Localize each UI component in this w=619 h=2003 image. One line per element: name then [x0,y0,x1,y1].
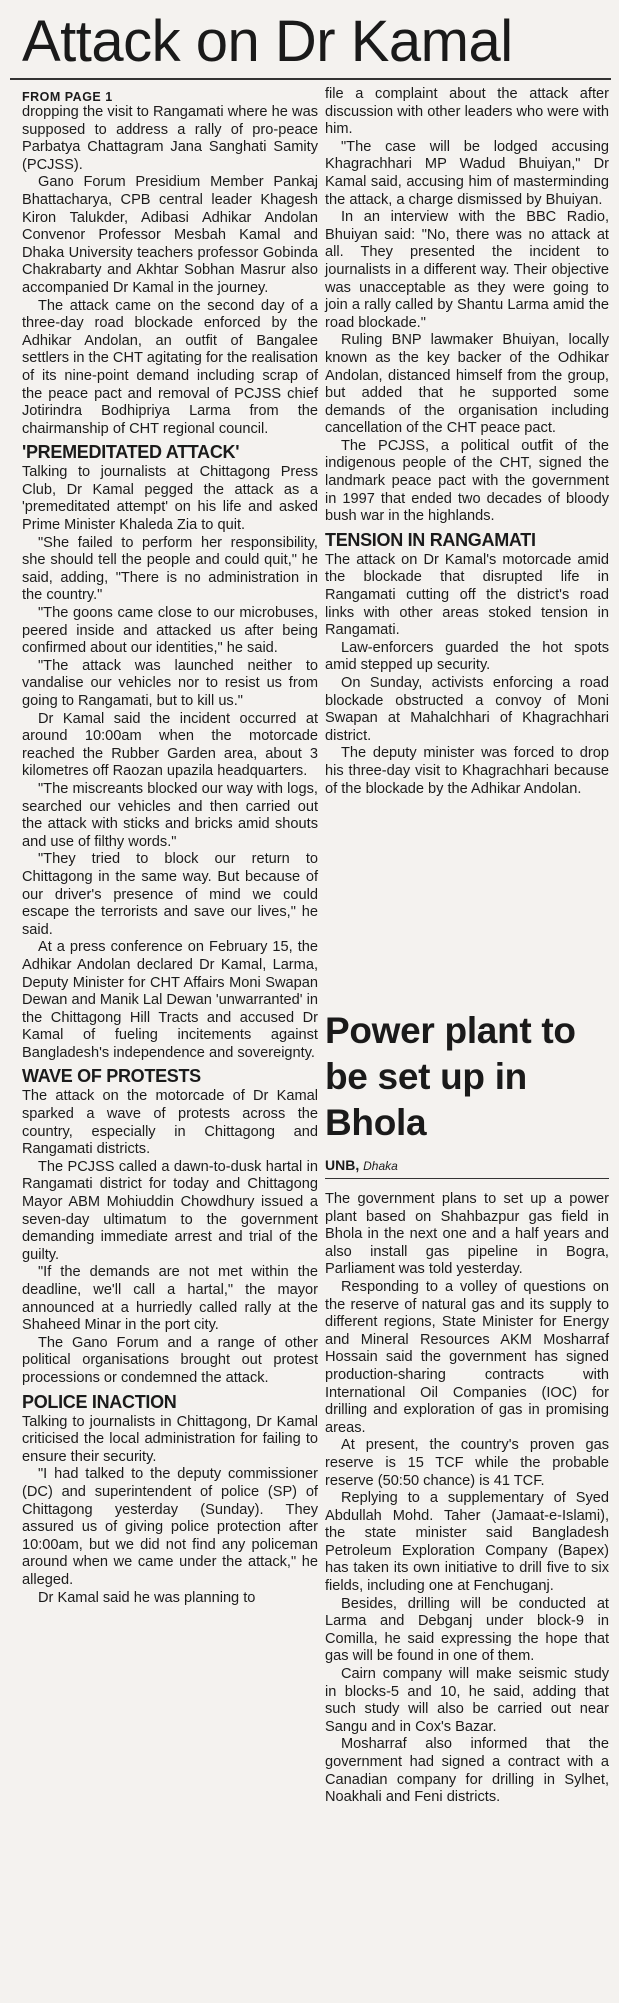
paragraph: "The goons came close to our microbuses, peered inside and attacked us after being confirmed about our identities," he said. [22,605,318,657]
paragraph: The PCJSS called a dawn-to-dusk hartal in Rangamati district for today and Chittagong Mayor ABM Mohiuddin Chowdhury issued a seven-day ultimatum to the government demanding immediate arrest and trial of the guilty. [22,1158,318,1263]
paragraph: dropping the visit to Rangamati where he was supposed to address a rally of pro-peace Parbatya Chattagram Jana Sanghati Samity (PCJSS). [22,104,318,173]
second-story [325,1008,609,1807]
paragraph: "If the demands are not met within the deadline, we'll call a hartal," the mayor announced at a hurriedly called rally at the Shaheed Minar in the port city. [22,1264,318,1334]
paragraph: On Sunday, activists enforcing a road blockade obstructed a convoy of Moni Swapan at Mahalchhari of Khagrachhari district. [325,675,609,744]
story2-body [325,1191,609,1807]
paragraph: Besides, drilling will be conducted at Larma and Debganj under block-9 in Comilla, he said expressing the hope that gas will be found in one of them. [325,1595,609,1665]
paragraph: Cairn company will make seismic study in blocks-5 and 10, he said, adding that such study will also be carried out near Sangu and in Cox's Bazar. [325,1666,609,1735]
paragraph: The government plans to set up a power plant based on Shahbazpur gas field in Bhola in the next one and a half years and also install gas pipeline in Bogra, Parliament was told yesterday. [325,1191,609,1278]
paragraph: In an interview with the BBC Radio, Bhuiyan said: "No, there was no attack at all. They presented the incident to journalists in a different way. Their objective was unacceptable as they were going to join a rally called by Shantu Larma amid the road blockade." [325,209,609,331]
paragraph: Dr Kamal said the incident occurred at around 10:00am when the motorcade reached the Rubber Garden area, about 3 kilometres off Raozan upazila headquarters. [22,710,318,780]
paragraph: Dr Kamal said he was planning to [38,1589,256,1606]
paragraph: The attack came on the second day of a three-day road blockade enforced by the Adhikar Andolan, an outfit of Bangalee settlers in the CHT agitating for the realisation of its nine-point demand including scrap of the peace pact and removal of PCJSS chief Jotirindra Bodhipriya Larma from the chairmanship of CHT regional council. [22,297,318,437]
paragraph: The PCJSS, a political outfit of the indigenous people of the CHT, signed the landmark peace pact with the government in 1997 that ended two decades of bloody bush war in the highlands. [325,437,609,525]
paragraph: Talking to journalists at Chittagong Press Club, Dr Kamal pegged the attack as a 'premeditated attempt' on his life and asked Prime Minister Khaleda Zia to quit. [22,464,318,534]
paragraph: Talking to journalists in Chittagong, Dr Kamal criticised the local administration for failing to ensure their security. [22,1413,318,1465]
paragraph: Mosharraf also informed that the government had signed a contract with a Canadian company for drilling in Sylhet, Noakhali and Feni districts. [325,1736,609,1806]
paragraph: "The case will be lodged accusing Khagrachhari MP Wadud Bhuiyan," Dr Kamal said, accusing him of masterminding the attack, a charge dismissed by Bhuiyan. [325,138,609,208]
paragraph: The attack on Dr Kamal's motorcade amid the blockade that disrupted life in Rangamati cutting off the district's road links with other areas stoked tension in Rangamati. [325,551,609,639]
paragraph: At present, the country's proven gas reserve is 15 TCF while the probable reserve (50:50 chance) is 41 TCF. [325,1437,609,1489]
section-subhead: WAVE OF PROTESTS [22,1066,201,1087]
paragraph: The attack on the motorcade of Dr Kamal sparked a wave of protests across the country, especially in Chittagong and Rangamati districts. [22,1088,318,1158]
headline-rule [10,78,611,80]
left-column [22,86,318,1607]
paragraph: The Gano Forum and a range of other political organisations brought out protest processions or condemned the attack. [22,1334,318,1386]
paragraph: At a press conference on February 15, the Adhikar Andolan declared Dr Kamal, Larma, Deputy Minister for CHT Affairs Moni Swapan Dewan and Manik Lal Dewan 'unwarranted' in the Chittagong Hill Tracts and accused Dr Kamal of fueling incitements against Bangladesh's independence and sovereignty. [22,939,318,1061]
paragraph: "I had talked to the deputy commissioner (DC) and superintendent of police (SP) of Chittagong yesterday (Sunday). They assured us of giving police protection after 10:00am, but we did not find any policeman around when we came under the attack," he alleged. [22,1466,318,1588]
paragraph: Replying to a supplementary of Syed Abdullah Mohd. Taher (Jamaat-e-Islami), the state minister said Bangladesh Petroleum Exploration Company (Bapex) has taken its own initiative to drill five to six fields, including one at Fenchuganj. [325,1490,609,1595]
byline [325,1156,609,1175]
kicker: FROM PAGE 1 [22,90,113,104]
paragraph: Responding to a volley of questions on the reserve of natural gas and its supply to different regions, State Minister for Energy and Mineral Resources AKM Mosharraf Hossain said the government has signed production-sharing contracts with International Oil Companies (IOC) for drilling and exploration of gas in promising areas. [325,1278,609,1436]
headline: Attack on Dr Kamal [22,9,513,74]
right-column [325,86,609,1806]
paragraph: Gano Forum Presidium Member Pankaj Bhattacharya, CPB central leader Khagesh Kiron Talukder, Adibasi Adhikar Andolan Convenor Professor Mesbah Kamal and Dhaka University teachers professor Gobinda Chakrabarty and Akhtar Sobhan Masrur also accompanied Dr Kamal in the journey. [22,174,318,296]
byline-agency: UNB, [325,1157,360,1173]
paragraph: Law-enforcers guarded the hot spots amid stepped up security. [325,639,609,674]
paragraph: Ruling BNP lawmaker Bhuiyan, locally known as the key backer of the Odhikar Andolan, distanced himself from the group, but added that he supported some demands of the organisation including cancellation of the CHT peace pact. [325,332,609,437]
paragraph: "The attack was launched neither to vandalise our vehicles nor to resist us from going to Rangamati, but to kill us." [22,657,318,709]
section-subhead: TENSION IN RANGAMATI [325,529,536,550]
paragraph: "They tried to block our return to Chittagong in the same way. But because of our driver's presence of mind we could escape the terrorists and save our lives," he said. [22,851,318,938]
section-subhead: POLICE INACTION [22,1391,177,1412]
byline-place: Dhaka [363,1159,398,1173]
paragraph: The deputy minister was forced to drop his three-day visit to Khagrachhari because of the blockade by the Adhikar Andolan. [325,745,609,797]
paragraph: file a complaint about the attack after discussion with other leaders who were with him. [325,86,609,138]
byline-rule [325,1178,609,1179]
paragraph: "She failed to perform her responsibility, she should tell the people and could quit," he said, adding, "There is no administration in the country." [22,534,318,604]
section-subhead: 'PREMEDITATED ATTACK' [22,442,240,463]
story2-title: Power plant to be set up in Bhola [325,1010,576,1143]
right-column-flow [325,86,609,798]
paragraph: "The miscreants blocked our way with logs, searched our vehicles and then carried out the attack with sticks and bricks amid shouts and use of filthy words." [22,780,318,850]
